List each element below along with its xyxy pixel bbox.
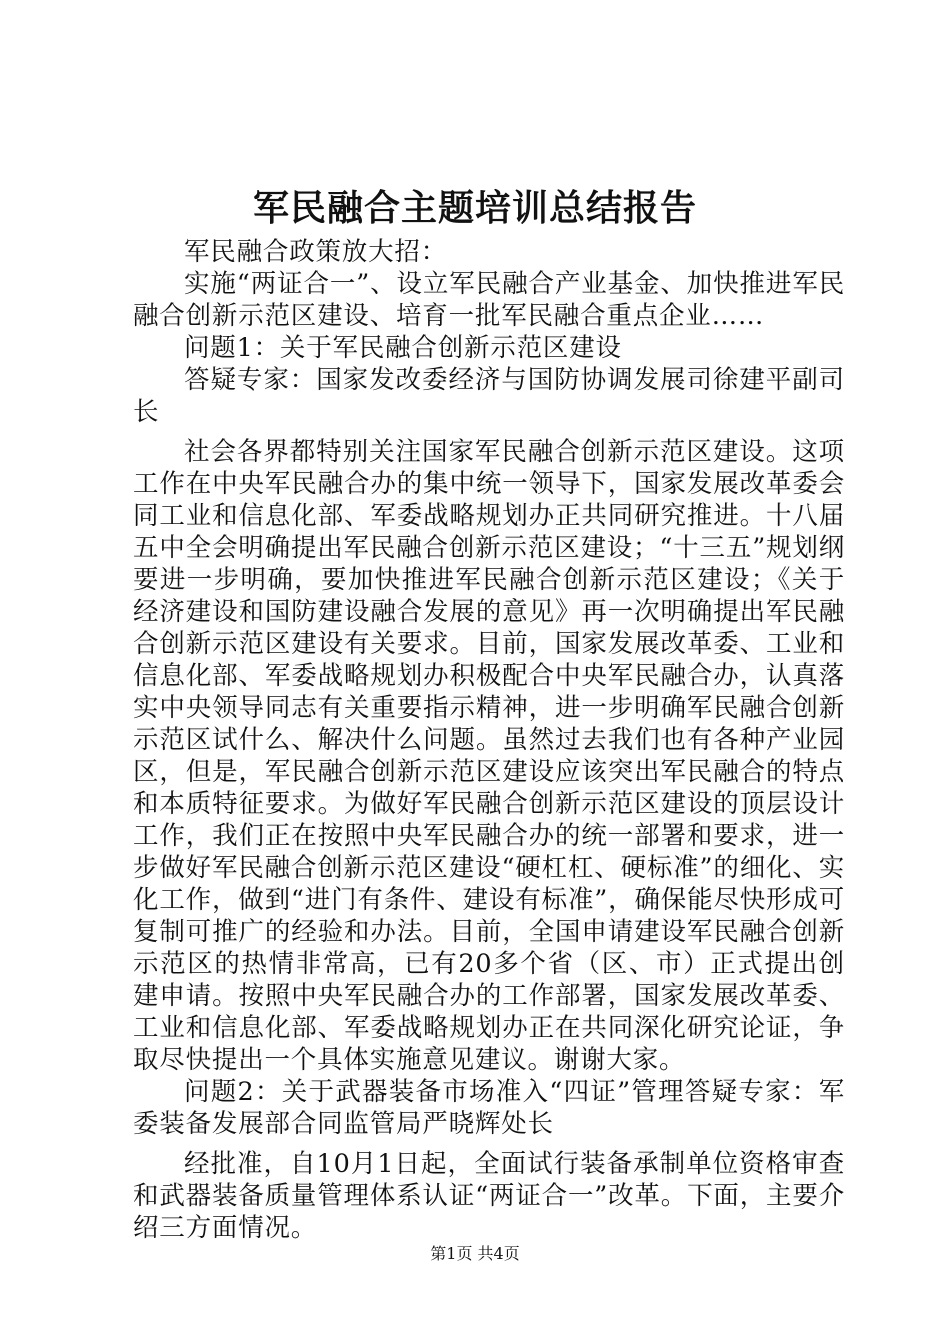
paragraph-question-2: 问题2：关于武器装备市场准入“四证”管理答疑专家：军委装备发展部合同监管局严晓辉处长 [133,1077,845,1139]
page-number-footer: 第1页 共4页 [430,1244,520,1263]
document-body [133,236,845,1244]
paragraph-policy-intro: 军民融合政策放大招： [184,237,448,267]
document-title: 军民融合主题培训总结报告 [252,187,697,229]
paragraph-answer-1: 社会各界都特别关注国家军民融合创新示范区建设。这项工作在中央军民融合办的集中统一领导下，国家发展改革委会同工业和信息化部、军委战略规划办正共同研究推进。十八届五中全会明确提出军民融合创新示范区建设；“十三五”规划纲要进一步明确，要加快推进军民融合创新示范区建设；《关于经济建设和国防建设融合发展的意见》再一次明确提出军民融合创新示范区建设有关要求。目前，国家发展改革委、工业和信息化部、军委战略规划办积极配合中央军民融合办，认真落实中央领导同志有关重要指示精神，进一步明确军民融合创新示范区试什么、解决什么问题。虽然过去我们也有各种产业园区，但是，军民融合创新示范区建设应该突出军民融合的特点和本质特征要求。为做好军民融合创新示范区建设的顶层设计工作，我们正在按照中央军民融合办的统一部署和要求，进一步做好军民融合创新示范区建设“硬杠杠、硬标准”的细化、实化工作，做到“进门有条件、建设有标准”，确保能尽快形成可复制可推广的经验和办法。目前，全国申请建设军民融合创新示范区的热情非常高，已有20多个省（区、市）正式提出创建申请。按照中央军民融合办的工作部署，国家发展改革委、工业和信息化部、军委战略规划办正在共同深化研究论证，争取尽快提出一个具体实施意见建议。谢谢大家。 [133,437,845,1075]
paragraph-answer-2: 经批准，自10月1日起，全面试行装备承制单位资格审查和武器装备质量管理体系认证“两证合一”改革。下面，主要介绍三方面情况。 [133,1149,845,1243]
paragraph-policy-list: 实施“两证合一”、设立军民融合产业基金、加快推进军民融合创新示范区建设、培育一批军民融合重点企业…… [133,269,845,331]
paragraph-expert-1: 答疑专家：国家发改委经济与国防协调发展司徐建平副司长 [133,365,845,427]
paragraph-question-1: 问题1：关于军民融合创新示范区建设 [184,333,622,363]
